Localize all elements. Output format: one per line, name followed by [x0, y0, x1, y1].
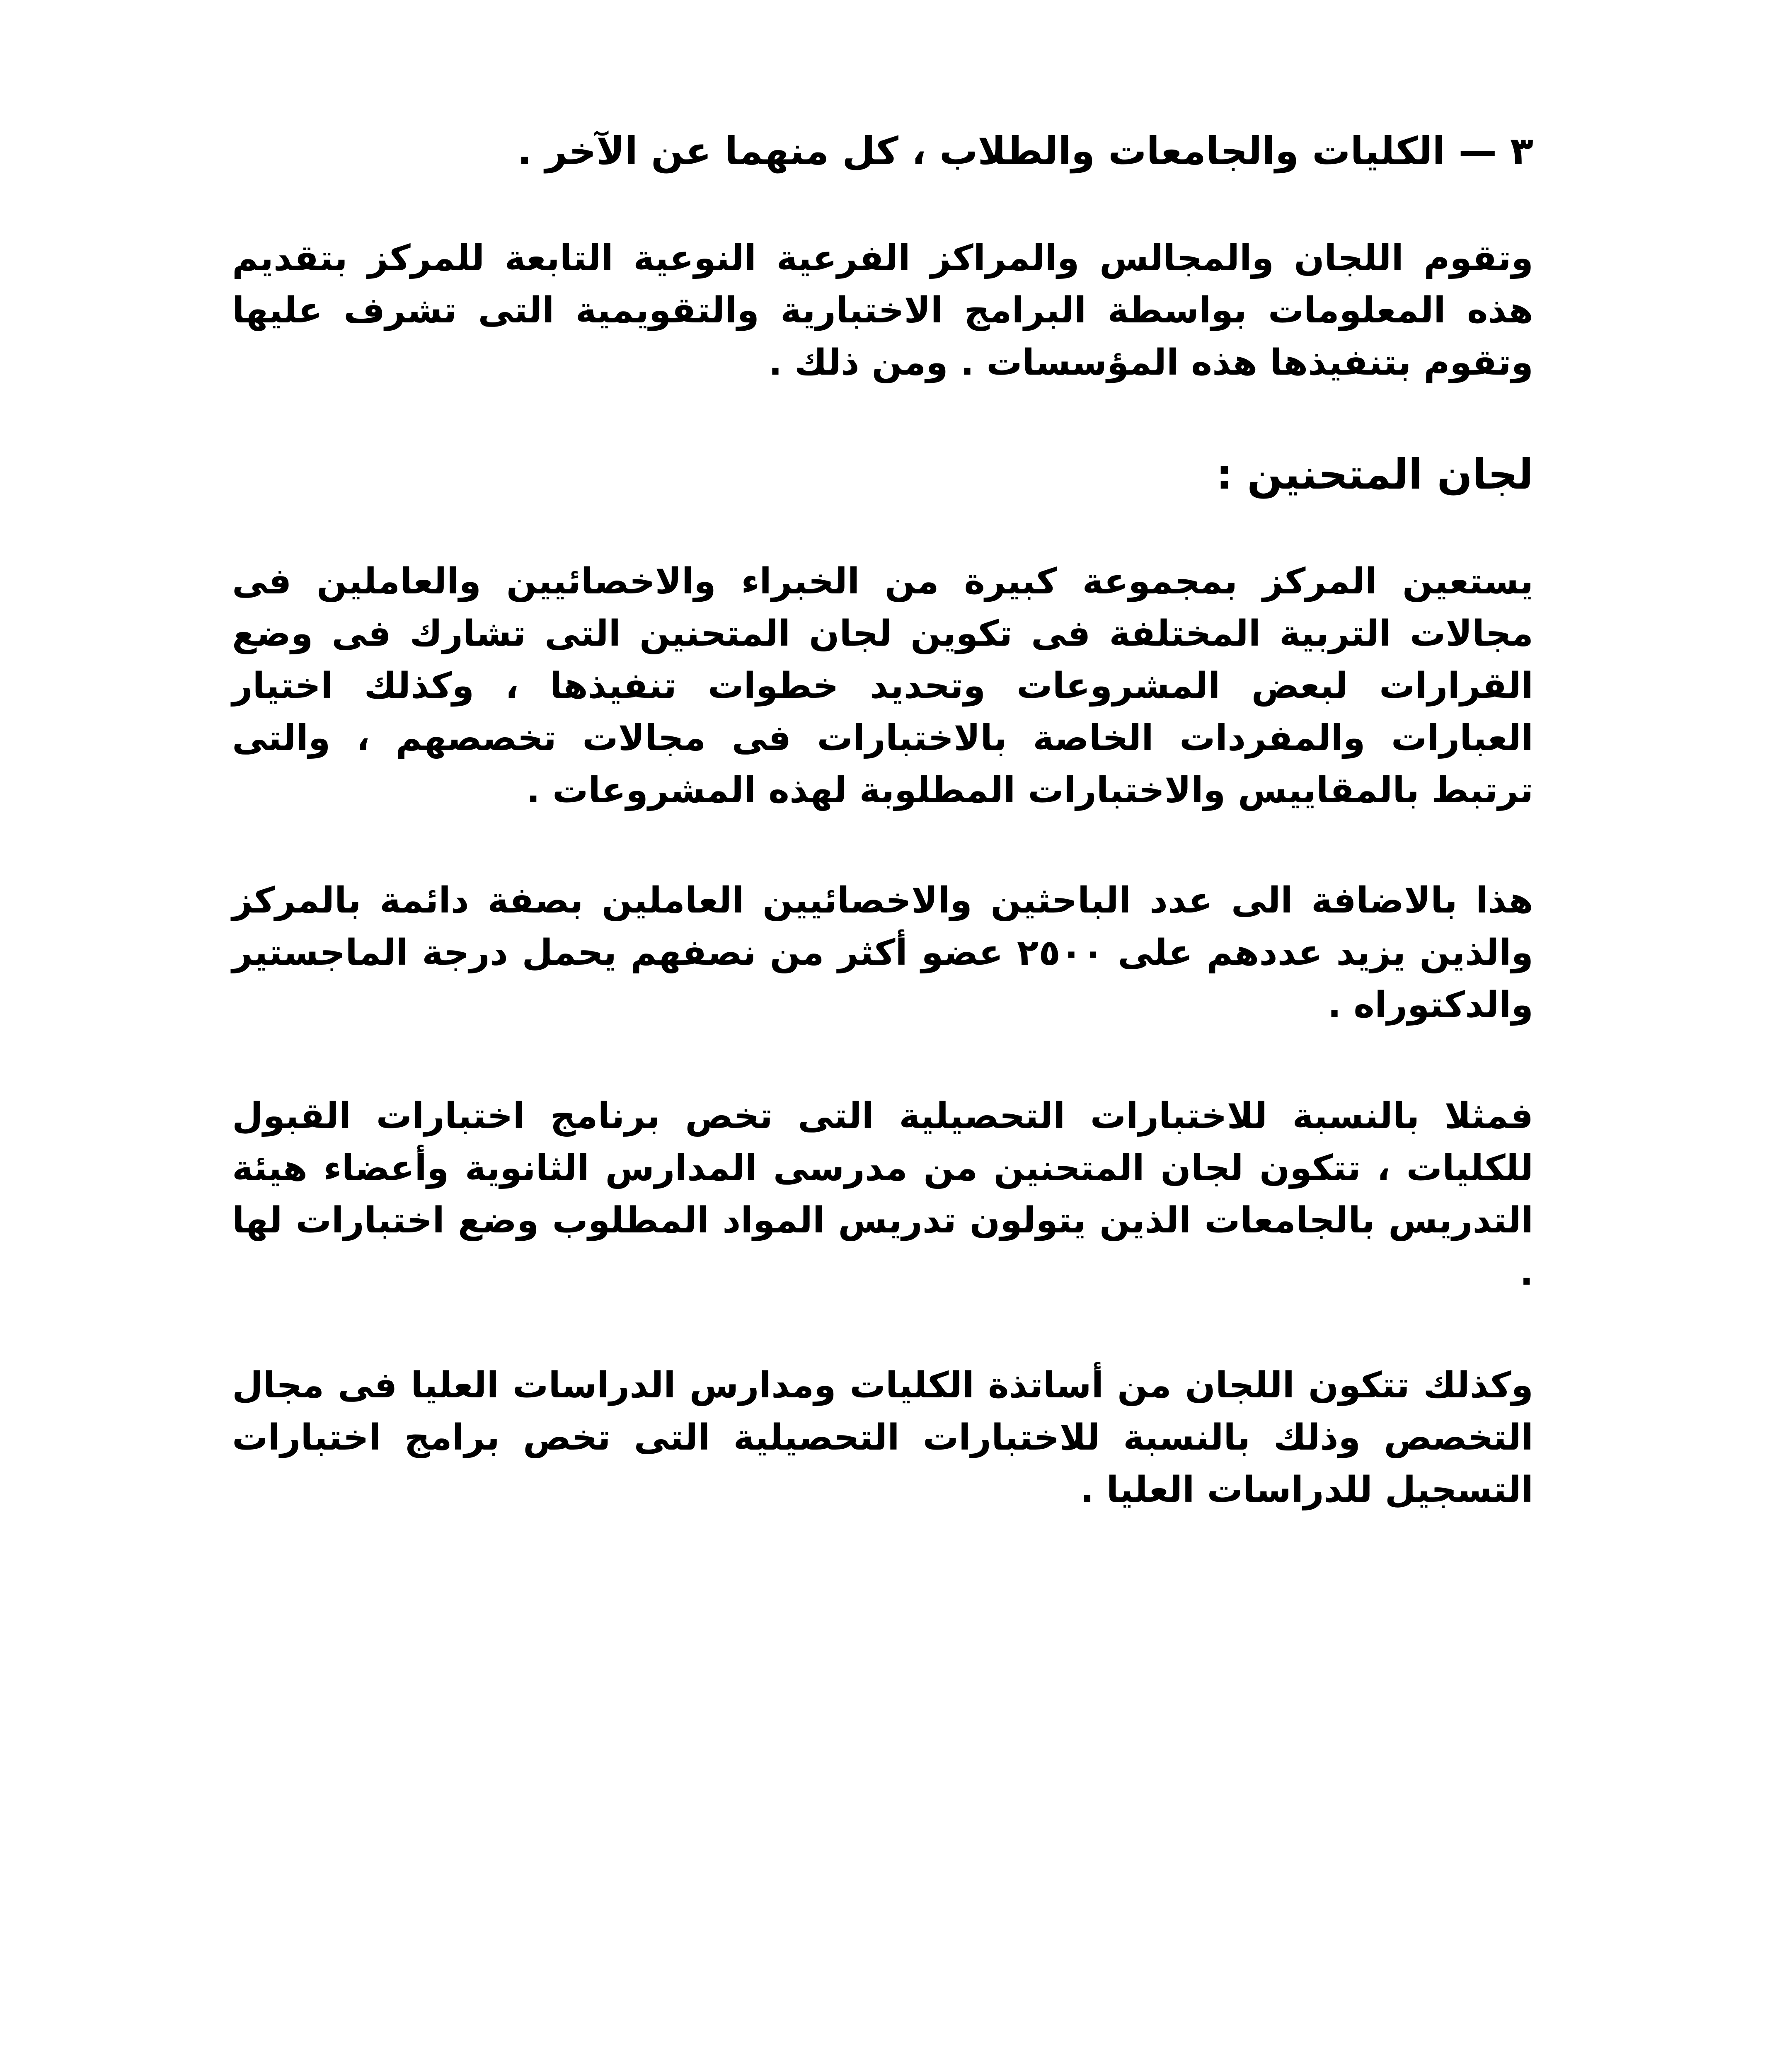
numbered-item-line: ٣ — الكليات والجامعات والطلاب ، كل منهما عن الآخر . — [517, 129, 1533, 173]
paragraph-committees-provide-information: وتقوم اللجان والمجالس والمراكز الفرعية النوعية التابعة للمركز بتقديم هذه المعلومات بواسطة البرامج الاختبارية والتقويمية التى تشرف عليها وتقوم بتنفيذها هذه المؤسسات . ومن ذلك . — [232, 237, 1533, 383]
paragraph-researchers-count: هذا بالاضافة الى عدد الباحثين والاخصائيين العاملين بصفة دائمة بالمركز والذين يزيد عددهم على ٢٥٠٠ عضو أكثر من نصفهم يحمل درجة الماجستير والدكتوراه . — [232, 880, 1534, 1026]
section-heading-examiner-committees: لجان المتحنين : — [1216, 450, 1533, 499]
paragraph-center-experts: يستعين المركز بمجموعة كبيرة من الخبراء والاخصائيين والعاملين فى مجالات التربية المختلفة فى تكوين لجان المتحنين التى تشارك فى وضع القرارات لبعض المشروعات وتحديد خطوات تنفيذها ، وكذلك اختيار العبارات والمفردات الخاصة بالاختبارات فى مجالات تخصصهم ، والتى ترتبط بالمقاييس والاختبارات المطلوبة لهذه المشروعات . — [232, 561, 1533, 811]
paragraph-achievement-tests-example: فمثلا بالنسبة للاختبارات التحصيلية التى تخص برنامج اختبارات القبول للكليات ، تتكون لجان المتحنين من مدرسى المدارس الثانوية وأعضاء هيئة التدريس بالجامعات الذين يتولون تدريس المواد المطلوب وضع اختبارات لها . — [232, 1095, 1533, 1293]
paragraph-graduate-committees: وكذلك تتكون اللجان من أساتذة الكليات ومدارس الدراسات العليا فى مجال التخصص وذلك بالنسبة للاختبارات التحصيلية التى تخص برامج اختبارات التسجيل للدراسات العليا . — [232, 1365, 1533, 1510]
